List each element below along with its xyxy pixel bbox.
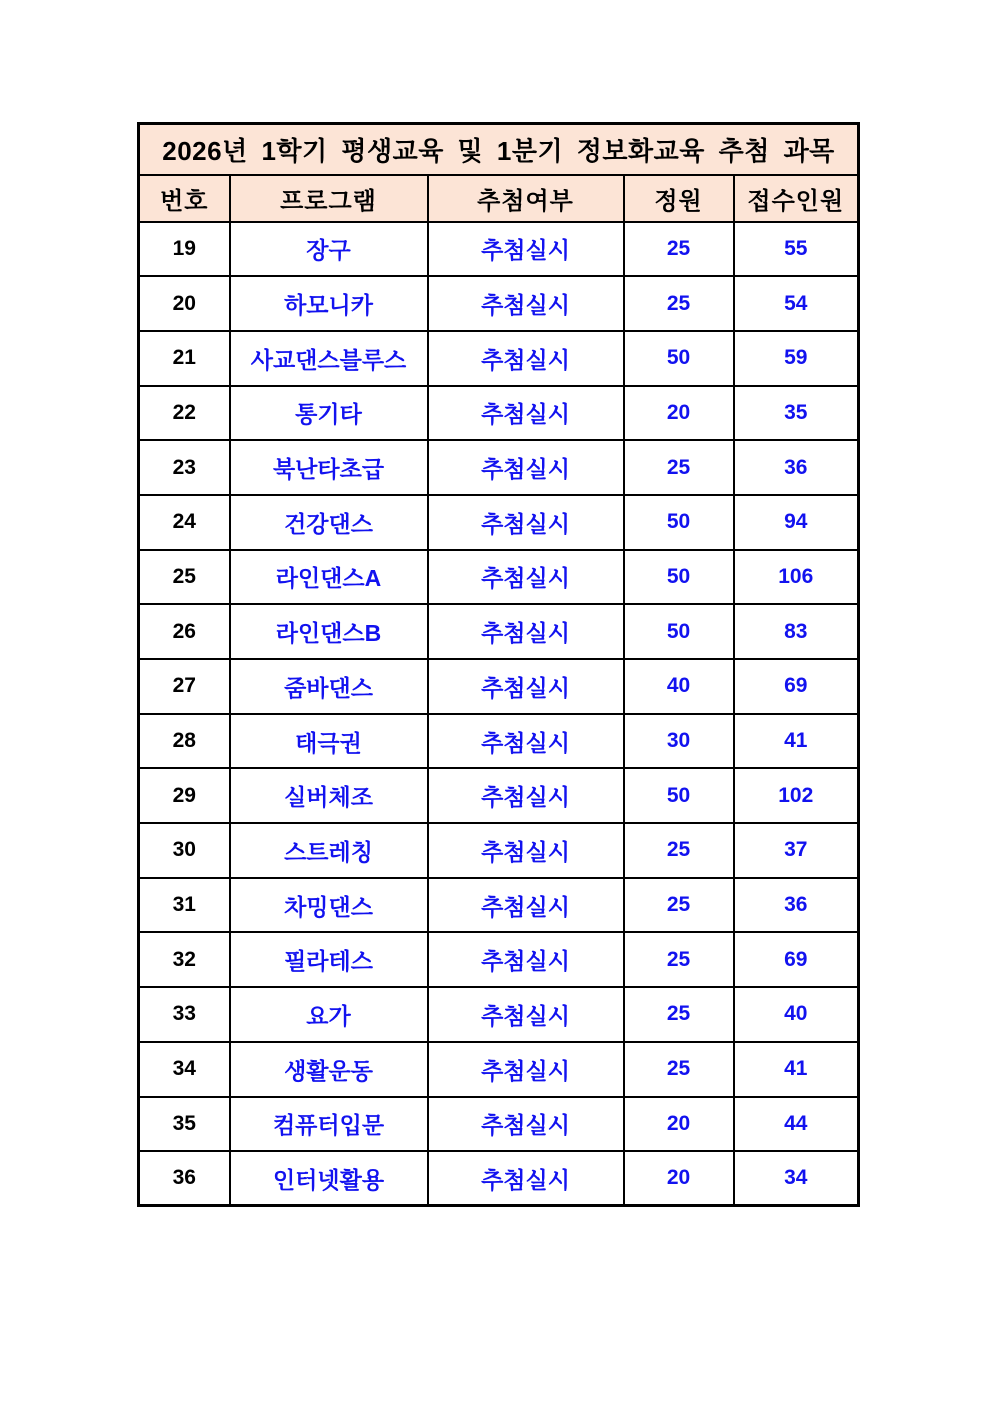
program-name: 하모니카	[230, 276, 428, 331]
lottery-status: 추첨실시	[428, 222, 624, 277]
column-header-no: 번호	[139, 175, 230, 222]
program-name: 줌바댄스	[230, 659, 428, 714]
program-name: 장구	[230, 222, 428, 277]
capacity-value: 25	[624, 987, 734, 1042]
capacity-value: 25	[624, 823, 734, 878]
program-name: 요가	[230, 987, 428, 1042]
capacity-value: 40	[624, 659, 734, 714]
lottery-status: 추첨실시	[428, 495, 624, 550]
table-row	[139, 550, 859, 605]
applicants-value: 94	[734, 495, 859, 550]
lottery-status: 추첨실시	[428, 550, 624, 605]
table-row	[139, 823, 859, 878]
table-row	[139, 1151, 859, 1206]
applicants-value: 83	[734, 604, 859, 659]
capacity-value: 50	[624, 495, 734, 550]
capacity-value: 25	[624, 878, 734, 933]
table-row	[139, 932, 859, 987]
column-header-applicants: 접수인원	[734, 175, 859, 222]
applicants-value: 69	[734, 932, 859, 987]
lottery-status: 추첨실시	[428, 1151, 624, 1206]
lottery-status: 추첨실시	[428, 823, 624, 878]
table-row	[139, 714, 859, 769]
table-row	[139, 604, 859, 659]
applicants-value: 59	[734, 331, 859, 386]
table-title-row	[139, 124, 859, 175]
table-body	[139, 222, 859, 1206]
program-name: 컴퓨터입문	[230, 1097, 428, 1152]
applicants-value: 69	[734, 659, 859, 714]
capacity-value: 25	[624, 1042, 734, 1097]
capacity-value: 20	[624, 386, 734, 441]
table-row	[139, 440, 859, 495]
program-name: 라인댄스B	[230, 604, 428, 659]
applicants-value: 54	[734, 276, 859, 331]
capacity-value: 25	[624, 222, 734, 277]
row-number: 26	[139, 604, 230, 659]
row-number: 25	[139, 550, 230, 605]
capacity-value: 25	[624, 932, 734, 987]
program-name: 필라테스	[230, 932, 428, 987]
program-name: 북난타초급	[230, 440, 428, 495]
capacity-value: 30	[624, 714, 734, 769]
lottery-status: 추첨실시	[428, 276, 624, 331]
table-row	[139, 222, 859, 277]
row-number: 32	[139, 932, 230, 987]
capacity-value: 50	[624, 550, 734, 605]
row-number: 21	[139, 331, 230, 386]
table-row	[139, 659, 859, 714]
row-number: 31	[139, 878, 230, 933]
lottery-table	[137, 122, 860, 1207]
table-row	[139, 878, 859, 933]
program-name: 인터넷활용	[230, 1151, 428, 1206]
program-name: 스트레칭	[230, 823, 428, 878]
lottery-status: 추첨실시	[428, 878, 624, 933]
lottery-status: 추첨실시	[428, 714, 624, 769]
applicants-value: 44	[734, 1097, 859, 1152]
lottery-status: 추첨실시	[428, 659, 624, 714]
column-header-lottery: 추첨여부	[428, 175, 624, 222]
program-name: 사교댄스블루스	[230, 331, 428, 386]
lottery-status: 추첨실시	[428, 331, 624, 386]
lottery-status: 추첨실시	[428, 386, 624, 441]
capacity-value: 50	[624, 331, 734, 386]
column-header-capacity: 정원	[624, 175, 734, 222]
row-number: 28	[139, 714, 230, 769]
lottery-status: 추첨실시	[428, 768, 624, 823]
lottery-status: 추첨실시	[428, 604, 624, 659]
capacity-value: 50	[624, 604, 734, 659]
applicants-value: 37	[734, 823, 859, 878]
table-row	[139, 987, 859, 1042]
row-number: 19	[139, 222, 230, 277]
capacity-value: 25	[624, 276, 734, 331]
applicants-value: 106	[734, 550, 859, 605]
table-row	[139, 1097, 859, 1152]
applicants-value: 34	[734, 1151, 859, 1206]
applicants-value: 40	[734, 987, 859, 1042]
applicants-value: 36	[734, 878, 859, 933]
program-name: 차밍댄스	[230, 878, 428, 933]
row-number: 24	[139, 495, 230, 550]
lottery-status: 추첨실시	[428, 440, 624, 495]
applicants-value: 102	[734, 768, 859, 823]
applicants-value: 35	[734, 386, 859, 441]
program-name: 실버체조	[230, 768, 428, 823]
row-number: 27	[139, 659, 230, 714]
table-header-row	[139, 175, 859, 222]
row-number: 33	[139, 987, 230, 1042]
applicants-value: 41	[734, 714, 859, 769]
capacity-value: 20	[624, 1097, 734, 1152]
row-number: 29	[139, 768, 230, 823]
program-name: 생활운동	[230, 1042, 428, 1097]
table-row	[139, 276, 859, 331]
column-header-program: 프로그램	[230, 175, 428, 222]
applicants-value: 55	[734, 222, 859, 277]
table-row	[139, 386, 859, 441]
table-head	[139, 124, 859, 222]
table-row	[139, 1042, 859, 1097]
row-number: 34	[139, 1042, 230, 1097]
program-name: 건강댄스	[230, 495, 428, 550]
lottery-status: 추첨실시	[428, 1097, 624, 1152]
applicants-value: 36	[734, 440, 859, 495]
row-number: 22	[139, 386, 230, 441]
table-title: 2026년 1학기 평생교육 및 1분기 정보화교육 추첨 과목	[139, 124, 859, 175]
row-number: 30	[139, 823, 230, 878]
capacity-value: 20	[624, 1151, 734, 1206]
row-number: 20	[139, 276, 230, 331]
applicants-value: 41	[734, 1042, 859, 1097]
capacity-value: 50	[624, 768, 734, 823]
table-row	[139, 768, 859, 823]
capacity-value: 25	[624, 440, 734, 495]
lottery-status: 추첨실시	[428, 987, 624, 1042]
row-number: 23	[139, 440, 230, 495]
lottery-status: 추첨실시	[428, 932, 624, 987]
row-number: 36	[139, 1151, 230, 1206]
lottery-status: 추첨실시	[428, 1042, 624, 1097]
table-row	[139, 331, 859, 386]
program-name: 라인댄스A	[230, 550, 428, 605]
table-row	[139, 495, 859, 550]
program-name: 통기타	[230, 386, 428, 441]
row-number: 35	[139, 1097, 230, 1152]
program-name: 태극권	[230, 714, 428, 769]
